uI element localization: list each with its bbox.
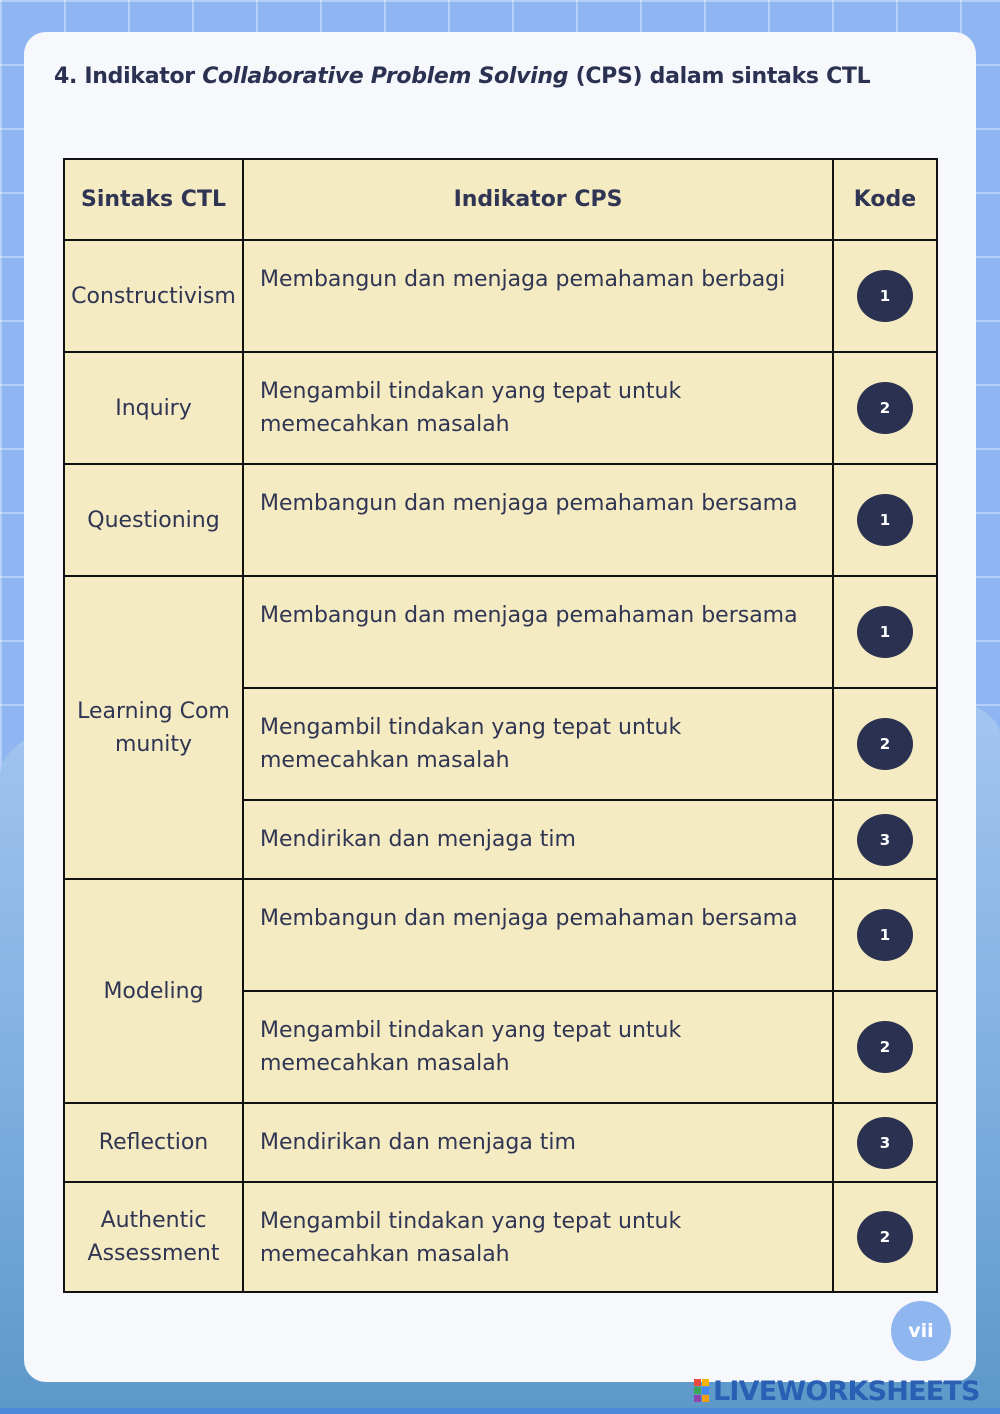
kode-badge: 3 [857, 814, 913, 866]
cps-table [63, 158, 938, 1293]
title-italic: Collaborative Problem Solving [202, 64, 569, 89]
sintaks-cell: Questioning [64, 464, 243, 576]
kode-cell [833, 991, 937, 1103]
indikator-text: Membangun dan menjaga pemahaman bersama [260, 906, 798, 931]
indikator-cell [243, 240, 833, 352]
indikator-cell [243, 576, 833, 688]
indikator-text: Mengambil tindakan yang tepat untuk memecahkan masalah [260, 1209, 682, 1267]
indikator-cell [243, 688, 833, 800]
indikator-cell: Mendirikan dan menjaga tim [243, 1103, 833, 1182]
indikator-cell [243, 464, 833, 576]
kode-cell [833, 464, 937, 576]
indikator-text: Mengambil tindakan yang tepat untuk memecahkan masalah [260, 715, 682, 773]
indikator-cell [243, 879, 833, 991]
kode-cell [833, 576, 937, 688]
header-kode: Kode [833, 159, 937, 240]
kode-badge: 2 [857, 382, 913, 434]
table-row [64, 464, 937, 576]
kode-cell [833, 352, 937, 464]
kode-badge: 1 [857, 909, 913, 961]
background-bottom-strip [0, 1408, 1000, 1414]
kode-badge: 2 [857, 1021, 913, 1073]
liveworksheets-logo-icon [694, 1379, 710, 1403]
page-number-badge: vii [891, 1301, 951, 1361]
indikator-cell [243, 1182, 833, 1292]
sintaks-cell: Learning Community [64, 576, 243, 879]
sintaks-cell: Reflection [64, 1103, 243, 1182]
kode-cell [833, 1103, 937, 1182]
table-row [64, 576, 937, 688]
title-prefix: 4. Indikator [54, 64, 203, 89]
table-row [64, 1103, 937, 1182]
liveworksheets-brand[interactable] [694, 1376, 980, 1406]
kode-badge: 3 [857, 1117, 913, 1169]
indikator-text: Mengambil tindakan yang tepat untuk memecahkan masalah [260, 1018, 682, 1076]
indikator-text: Membangun dan menjaga pemahaman berbagi [260, 267, 786, 292]
table-row [64, 879, 937, 991]
table-row [64, 352, 937, 464]
header-sintaks: Sintaks CTL [64, 159, 243, 240]
indikator-cell [243, 991, 833, 1103]
sintaks-cell: Inquiry [64, 352, 243, 464]
sintaks-cell: Modeling [64, 879, 243, 1103]
indikator-cell [243, 352, 833, 464]
kode-cell [833, 688, 937, 800]
header-indikator: Indikator CPS [243, 159, 833, 240]
page-title [54, 64, 870, 89]
kode-badge: 1 [857, 270, 913, 322]
kode-cell [833, 240, 937, 352]
indikator-cell: Mendirikan dan menjaga tim [243, 800, 833, 879]
indikator-text: Membangun dan menjaga pemahaman bersama [260, 491, 798, 516]
sintaks-cell: Constructivism [64, 240, 243, 352]
table-row [64, 240, 937, 352]
indikator-text: Membangun dan menjaga pemahaman bersama [260, 603, 798, 628]
title-suffix: (CPS) dalam sintaks CTL [568, 64, 871, 89]
indikator-text: Mengambil tindakan yang tepat untuk memecahkan masalah [260, 379, 682, 437]
kode-cell [833, 879, 937, 991]
liveworksheets-wordmark: LIVEWORKSHEETS [713, 1375, 980, 1407]
kode-cell [833, 800, 937, 879]
kode-badge: 2 [857, 718, 913, 770]
kode-badge: 2 [857, 1211, 913, 1263]
kode-cell [833, 1182, 937, 1292]
kode-badge: 1 [857, 494, 913, 546]
table-row [64, 1182, 937, 1292]
sintaks-cell: Authentic Assessment [64, 1182, 243, 1292]
kode-badge: 1 [857, 606, 913, 658]
